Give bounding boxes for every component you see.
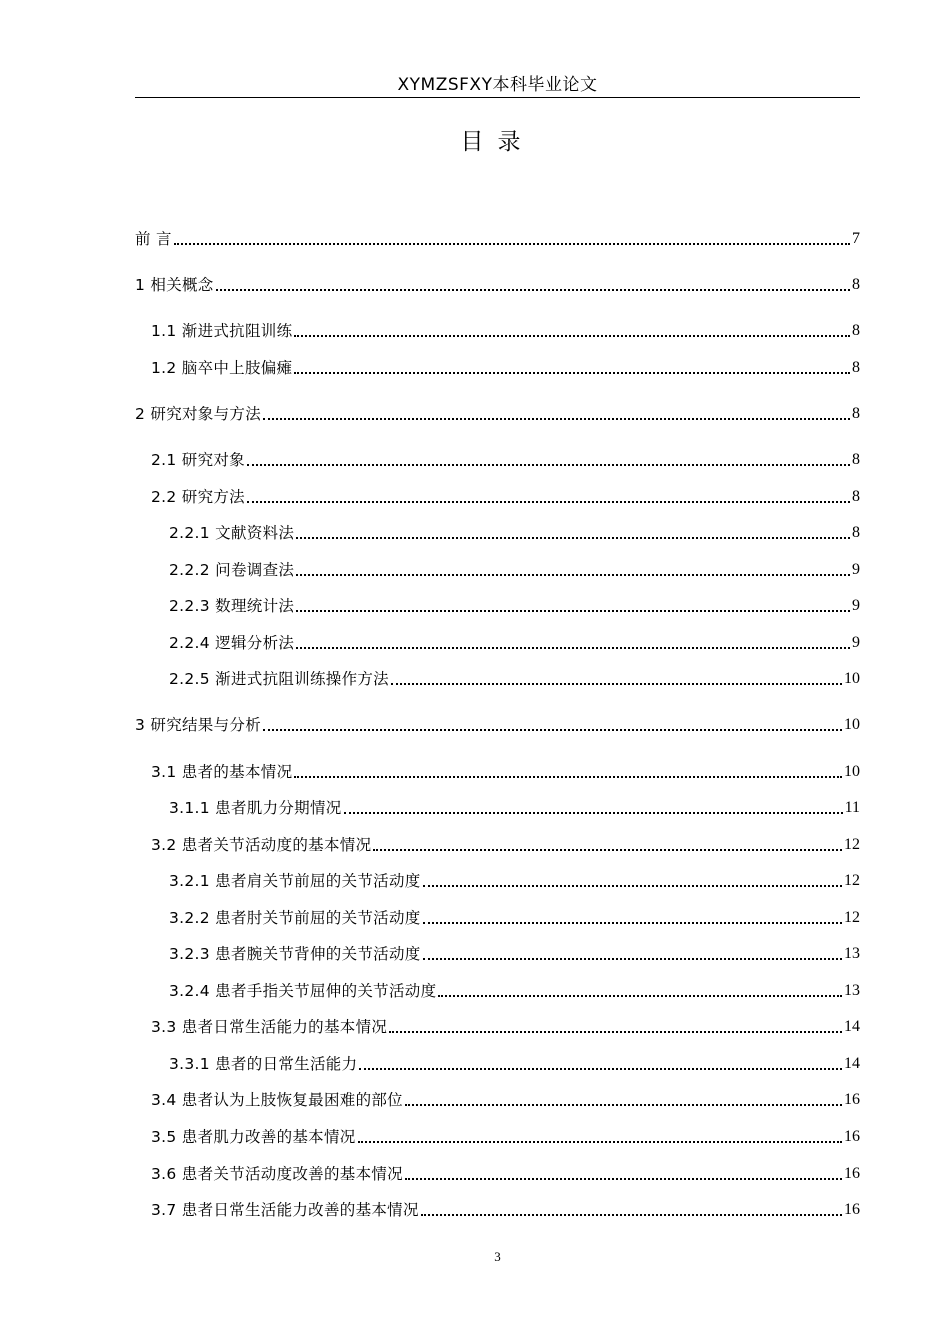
toc-leader-dots: [405, 1104, 842, 1106]
toc-entry-page: 9: [852, 561, 860, 578]
toc-entry[interactable]: [169, 797, 860, 819]
toc-entry-label: 3.2.4 患者手指关节屈伸的关节活动度: [169, 982, 437, 1000]
toc-entry-label: 1 相关概念: [135, 276, 214, 294]
toc-entry[interactable]: [151, 449, 860, 471]
toc-leader-dots: [296, 647, 850, 649]
toc-entry-page: 11: [844, 799, 860, 816]
toc-entry-page: 8: [852, 488, 860, 505]
toc-entry-page: 8: [852, 322, 860, 339]
toc-entry[interactable]: [169, 870, 860, 892]
toc-entry-page: 10: [844, 716, 860, 733]
running-header: XYMZSFXY本科毕业论文: [397, 75, 598, 95]
toc-entry[interactable]: [151, 357, 860, 379]
toc-leader-dots: [438, 995, 842, 997]
toc-entry-page: 8: [852, 276, 860, 293]
toc-leader-dots: [373, 849, 842, 851]
toc-leader-dots: [263, 729, 842, 731]
toc-leader-dots: [294, 776, 842, 778]
toc-entry[interactable]: [135, 714, 860, 736]
toc-entry-page: 16: [844, 1091, 860, 1108]
toc-leader-dots: [391, 683, 842, 685]
toc-entry[interactable]: [135, 228, 860, 250]
page-number: 3: [494, 1249, 501, 1264]
toc-entry-label: 2.2.3 数理统计法: [169, 597, 295, 615]
toc-entry[interactable]: [135, 403, 860, 425]
toc-entry[interactable]: [151, 761, 860, 783]
toc-leader-dots: [216, 289, 850, 291]
toc-entry-label: 3.2.1 患者肩关节前屈的关节活动度: [169, 872, 421, 890]
toc-leader-dots: [358, 1141, 842, 1143]
toc-entry-label: 2.2.5 渐进式抗阻训练操作方法: [169, 670, 389, 688]
toc-entry-label: 3.2.2 患者肘关节前屈的关节活动度: [169, 909, 421, 927]
toc-entry-label: 3.3.1 患者的日常生活能力: [169, 1055, 358, 1073]
toc-entry-page: 9: [852, 634, 860, 651]
toc-entry-label: 1.2 脑卒中上肢偏瘫: [151, 359, 293, 377]
toc-entry-label: 3.1 患者的基本情况: [151, 763, 293, 781]
toc-leader-dots: [263, 418, 850, 420]
toc-entry-label: 3.2 患者关节活动度的基本情况: [151, 836, 372, 854]
toc-entry-page: 13: [844, 982, 860, 999]
toc-entry-page: 16: [844, 1128, 860, 1145]
toc-entry-label: 2.2.4 逻辑分析法: [169, 634, 295, 652]
toc-entry[interactable]: [151, 1126, 860, 1148]
toc-entry[interactable]: [151, 320, 860, 342]
toc-leader-dots: [423, 885, 842, 887]
toc-leader-dots: [247, 501, 850, 503]
toc-leader-dots: [421, 1214, 842, 1216]
table-of-contents: [135, 0, 860, 1344]
toc-entry[interactable]: [151, 1199, 860, 1221]
toc-entry-page: 16: [844, 1201, 860, 1218]
toc-leader-dots: [423, 958, 842, 960]
toc-leader-dots: [344, 812, 843, 814]
toc-entry-page: 10: [844, 763, 860, 780]
toc-leader-dots: [389, 1031, 842, 1033]
toc-entry-page: 8: [852, 405, 860, 422]
toc-entry-page: 9: [852, 597, 860, 614]
toc-entry-page: 8: [852, 359, 860, 376]
toc-entry-page: 12: [844, 872, 860, 889]
toc-entry-page: 8: [852, 451, 860, 468]
toc-entry[interactable]: [169, 980, 860, 1002]
toc-leader-dots: [296, 610, 850, 612]
toc-entry-label: 1.1 渐进式抗阻训练: [151, 322, 293, 340]
toc-leader-dots: [174, 243, 850, 245]
toc-leader-dots: [423, 922, 842, 924]
toc-leader-dots: [247, 464, 850, 466]
toc-entry-page: 7: [852, 230, 860, 247]
toc-entry-label: 2 研究对象与方法: [135, 405, 261, 423]
toc-entry-label: 2.2.1 文献资料法: [169, 524, 295, 542]
toc-entry[interactable]: [151, 1016, 860, 1038]
toc-entry-label: 2.2 研究方法: [151, 488, 245, 506]
toc-entry[interactable]: [169, 595, 860, 617]
toc-title: 目录: [460, 129, 535, 155]
toc-entry-page: 14: [844, 1018, 860, 1035]
toc-entry-label: 3.6 患者关节活动度改善的基本情况: [151, 1165, 403, 1183]
toc-entry-page: 16: [844, 1165, 860, 1182]
toc-entry-label: 3.3 患者日常生活能力的基本情况: [151, 1018, 388, 1036]
toc-leader-dots: [296, 574, 850, 576]
toc-entry-label: 3.7 患者日常生活能力改善的基本情况: [151, 1201, 419, 1219]
toc-entry-page: 13: [844, 945, 860, 962]
toc-leader-dots: [294, 335, 850, 337]
toc-entry-page: 12: [844, 836, 860, 853]
toc-leader-dots: [359, 1068, 842, 1070]
toc-entry[interactable]: [169, 668, 860, 690]
toc-entry[interactable]: [151, 1089, 860, 1111]
toc-entry-page: 10: [844, 670, 860, 687]
toc-entry-page: 12: [844, 909, 860, 926]
toc-entry-label: 2.2.2 问卷调查法: [169, 561, 295, 579]
toc-entry[interactable]: [169, 559, 860, 581]
toc-entry[interactable]: [151, 834, 860, 856]
toc-entry-label: 3.5 患者肌力改善的基本情况: [151, 1128, 356, 1146]
toc-entry[interactable]: [169, 943, 860, 965]
toc-leader-dots: [405, 1178, 842, 1180]
toc-entry[interactable]: [169, 907, 860, 929]
toc-entry[interactable]: [135, 274, 860, 296]
toc-entry[interactable]: [169, 522, 860, 544]
toc-entry[interactable]: [169, 1053, 860, 1075]
toc-leader-dots: [296, 537, 850, 539]
toc-entry-label: 3 研究结果与分析: [135, 716, 261, 734]
toc-entry-label: 2.1 研究对象: [151, 451, 245, 469]
toc-entry[interactable]: [169, 632, 860, 654]
toc-entry-label: 3.2.3 患者腕关节背伸的关节活动度: [169, 945, 421, 963]
toc-entry[interactable]: [151, 486, 860, 508]
toc-entry[interactable]: [151, 1163, 860, 1185]
toc-entry-page: 8: [852, 524, 860, 541]
toc-entry-label: 3.1.1 患者肌力分期情况: [169, 799, 342, 817]
toc-entry-page: 14: [844, 1055, 860, 1072]
toc-entry-label: 前 言: [135, 230, 172, 248]
toc-leader-dots: [294, 372, 850, 374]
toc-entry-label: 3.4 患者认为上肢恢复最困难的部位: [151, 1091, 403, 1109]
